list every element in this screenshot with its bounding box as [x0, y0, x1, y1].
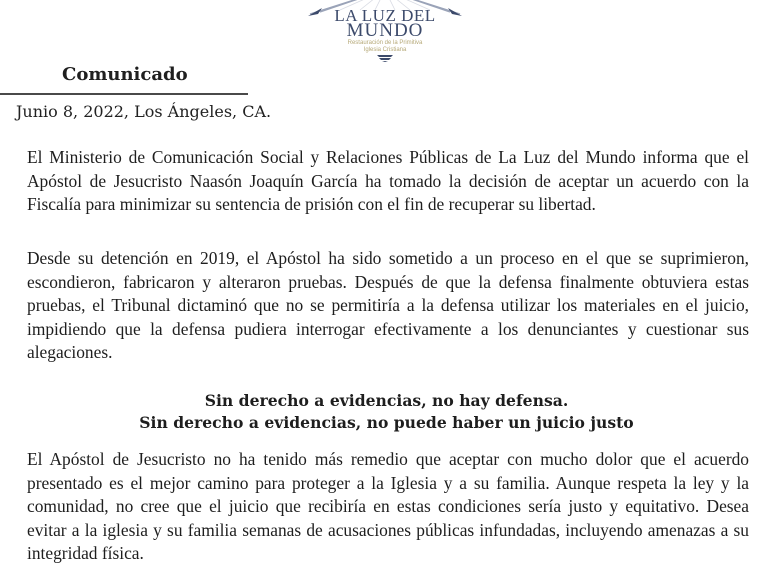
logo-tagline-line2: Iglesia Cristiana	[363, 47, 407, 53]
logo-wordmark-line1: LA LUZ DEL	[334, 6, 436, 25]
paragraph-decision: El Apóstol de Jesucristo no ha tenido más remedio que aceptar con mucho dolor que el acuerdo presentado es el mejor camino para proteger a la Iglesia y a su familia. Aunque respeta la ley y la comunidad, no cree que el juicio que recibiría en estas condiciones sería justo y equitativo. Desea evitar a la iglesia y su familia semanas de acusaciones públicas infundadas, incluyendo amenazas a su integridad física.	[27, 449, 749, 563]
logo-wordmark-line2: MUNDO	[346, 20, 424, 41]
dateline: Junio 8, 2022, Los Ángeles, CA.	[16, 102, 272, 121]
title-divider	[0, 93, 248, 95]
church-logo	[300, 0, 470, 62]
paragraph-announcement: El Ministerio de Comunicación Social y Relaciones Públicas de La Luz del Mundo informa que el Apóstol de Jesucristo Naasón Joaquín García ha tomado la decisión de aceptar un acuerdo con la Fiscalía para minimizar su sentencia de prisión con el fin de recuperar su libertad.	[27, 147, 749, 214]
logo-tagline-line1: Restauración de la Primitiva	[347, 40, 423, 46]
slogan-no-defense: Sin derecho a evidencias, no hay defensa.	[204, 391, 569, 410]
slogan-no-fair-trial: Sin derecho a evidencias, no puede haber un juicio justo	[139, 413, 634, 432]
paragraph-background: Desde su detención en 2019, el Apóstol ha sido sometido a un proceso en el que se suprimieron, escondieron, fabricaron y alteraron pruebas. Después de que la defensa finalmente obtuviera estas pruebas, el Tribunal dictaminó que no se permitiría a la defensa utilizar los materiales en el juicio, impidiendo que la defensa pudiera interrogar efectivamente a los denunciantes y cuestionar sus alegaciones.	[27, 248, 749, 362]
document-title: Comunicado	[62, 64, 188, 85]
emblem-icon	[377, 55, 393, 62]
logo-tagline	[300, 40, 470, 54]
